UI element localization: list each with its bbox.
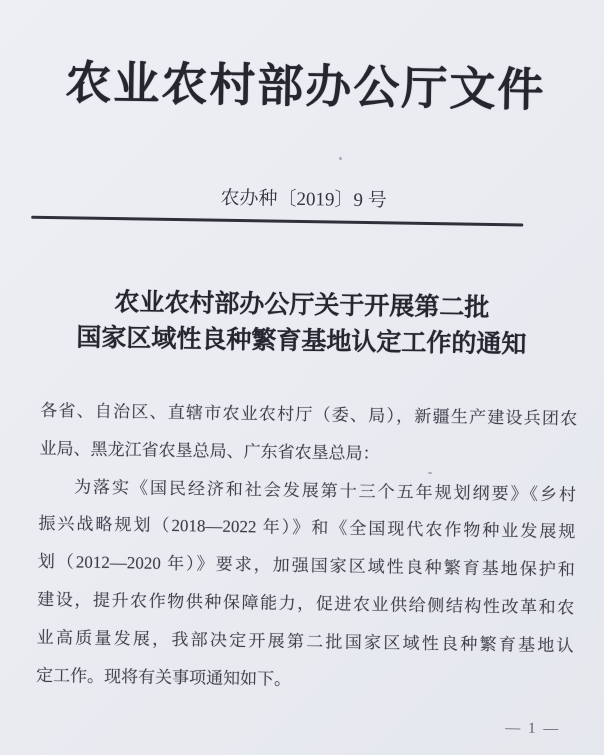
body-text-line: 业高质量发展，我部决定开展第二批国家区域性良种繁育基地认 bbox=[36, 627, 574, 656]
page-number: — 1 — bbox=[505, 720, 561, 738]
document-title bbox=[0, 283, 604, 364]
body-text-line: 划（2012—2020 年）》要求，加强国家区域性良种繁育基地保护和 bbox=[37, 552, 575, 580]
scan-speck bbox=[428, 472, 432, 474]
body-text-line: 建设，提升农作物供种保障能力，促进农业供给侧结构性改革和农 bbox=[37, 589, 575, 618]
body-text-line: 定工作。现将有关事项通知如下。 bbox=[35, 665, 292, 689]
body-text-line: 为落实《国民经济和社会发展第十三个五年规划纲要》《乡村 bbox=[73, 477, 577, 504]
document-reference-number: 农办种〔2019〕9 号 bbox=[220, 187, 387, 212]
document-title-line1: 农业农村部办公厅关于开展第二批 bbox=[114, 289, 490, 322]
document-title-line2: 国家区域性良种繁育基地认定工作的通知 bbox=[76, 324, 527, 359]
document-body bbox=[36, 392, 578, 703]
body-text-line: 各省、自治区、直辖市农业农村厅（委、局），新疆生产建设兵团农 bbox=[40, 400, 578, 429]
issuing-agency-masthead: 农业农村部办公厅文件 bbox=[64, 57, 546, 116]
body-text-line: 振兴战略规划（2018—2022 年）》和《全国现代农作物种业发展规 bbox=[38, 514, 576, 542]
scan-speck bbox=[339, 157, 342, 160]
body-text-line: 业局、黑龙江省农垦总局、广东省农垦总局： bbox=[39, 438, 380, 464]
masthead-divider-line bbox=[31, 216, 523, 227]
